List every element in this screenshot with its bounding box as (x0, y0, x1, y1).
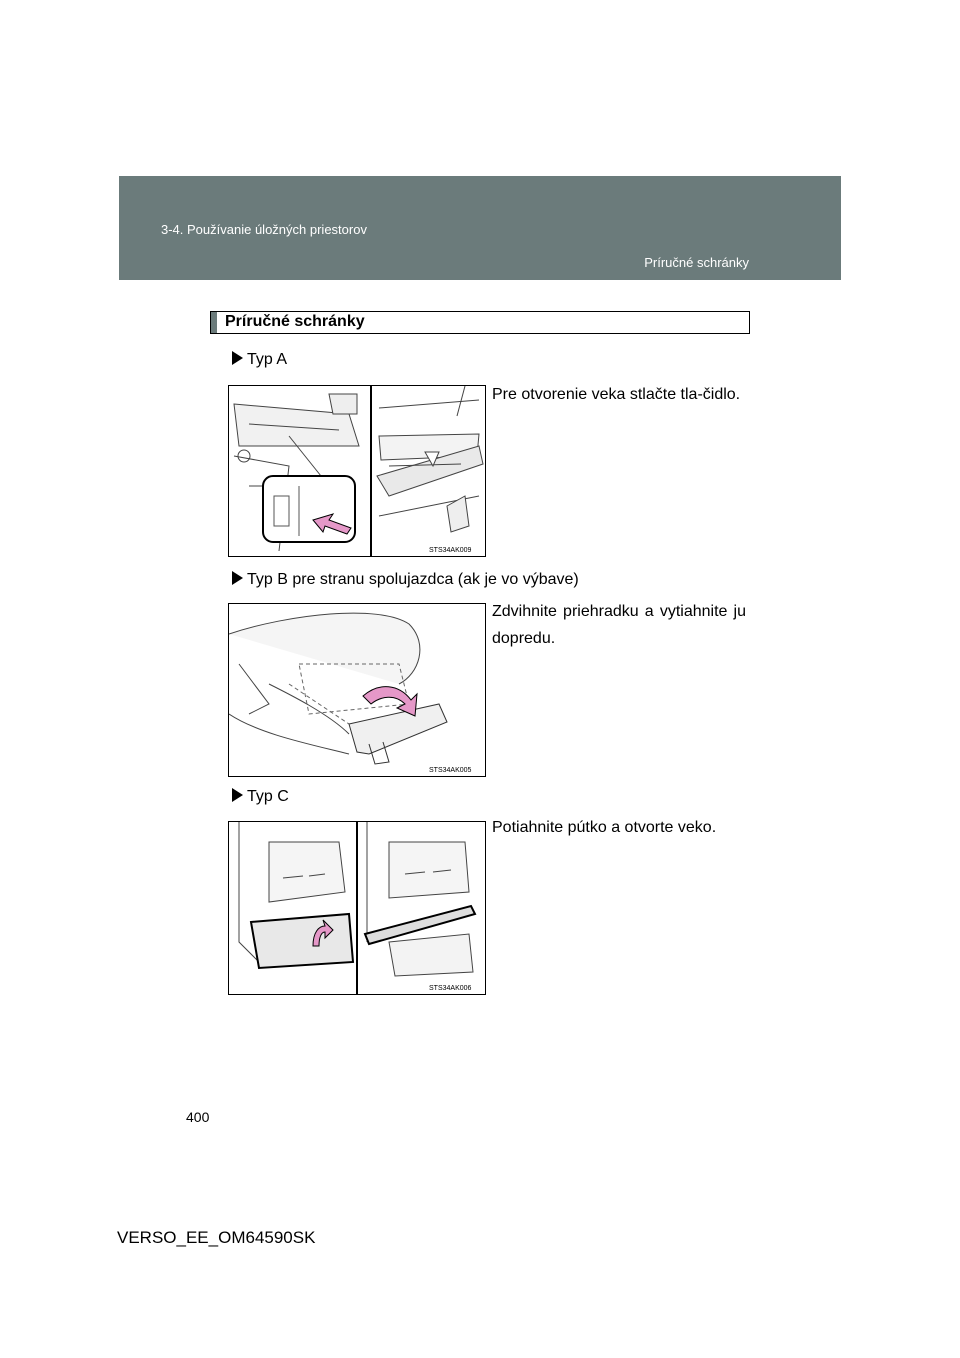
section-header: Príručné schránky (644, 255, 749, 270)
figure-type-a (228, 385, 486, 557)
triangle-bullet-icon (232, 351, 243, 365)
figure-code: STS34AK009 (429, 547, 472, 554)
seatback-pocket-illustration (229, 822, 485, 994)
glovebox-button-illustration (229, 386, 485, 556)
type-b-description: Zdvihnite priehradku a vytiahnite ju dopredu. (492, 603, 746, 647)
figure-type-b (228, 603, 486, 777)
figure-type-c (228, 821, 486, 995)
chapter-title: 3-4. Používanie úložných priestorov (161, 222, 367, 237)
type-c-description: Potiahnite pútko a otvorte veko. (492, 819, 717, 836)
section-title-bar (211, 312, 217, 333)
section-title: Príručné schránky (225, 313, 365, 330)
header-band (119, 176, 841, 280)
triangle-bullet-icon (232, 571, 243, 585)
type-a-description: Pre otvorenie veka stlačte tla-čidlo. (492, 386, 741, 403)
type-c-label: Typ C (232, 788, 289, 806)
figure-code: STS34AK006 (429, 985, 472, 992)
page-number: 400 (186, 1109, 210, 1125)
type-b-label: Typ B pre stranu spolujazdca (ak je vo výbave) (232, 571, 579, 589)
section-title-box (210, 311, 750, 334)
triangle-bullet-icon (232, 788, 243, 802)
under-seat-tray-illustration (229, 604, 485, 776)
type-a-label: Typ A (232, 351, 287, 369)
document-id: VERSO_EE_OM64590SK (117, 1228, 316, 1247)
figure-code: STS34AK005 (429, 767, 472, 774)
